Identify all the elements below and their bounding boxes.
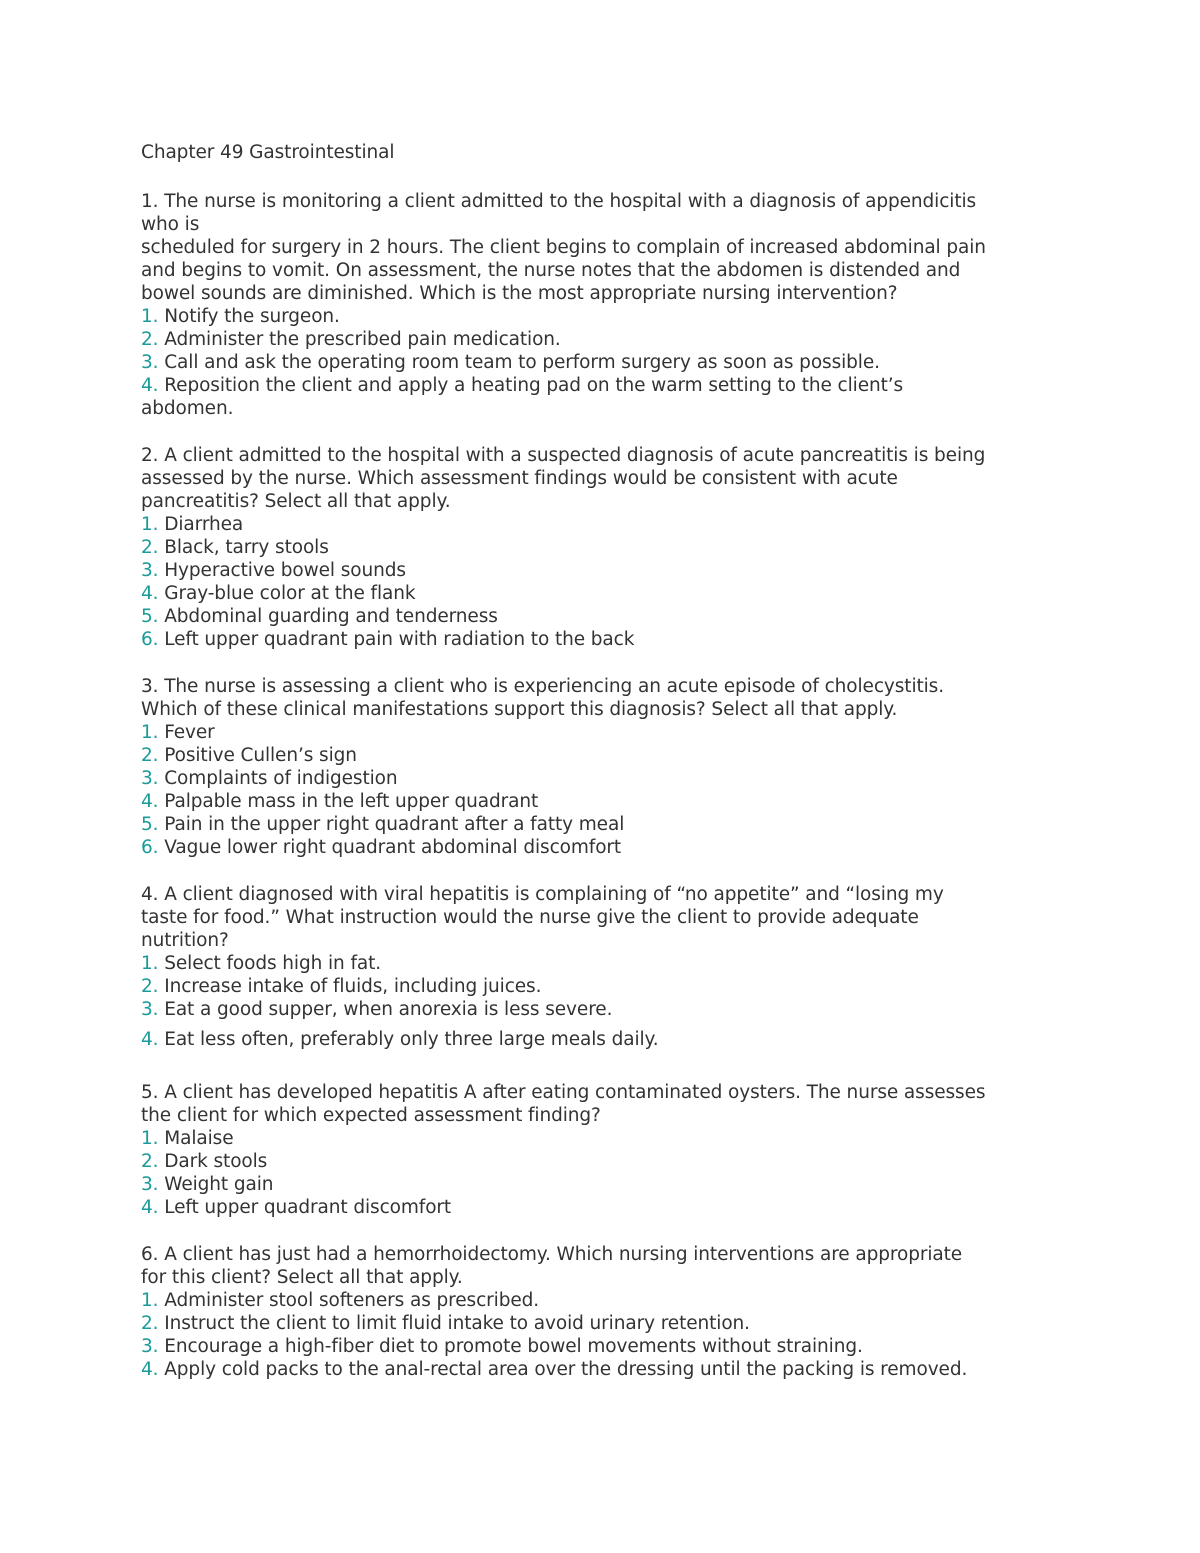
document-page: [141, 140, 1061, 1405]
answer-option: [141, 1312, 1061, 1335]
answer-options: [141, 721, 1061, 859]
answer-option: [141, 744, 1061, 767]
answer-options: [141, 952, 1061, 1051]
answer-option: [141, 1289, 1061, 1312]
option-number: 2.: [141, 1313, 159, 1334]
option-number: 3.: [141, 560, 159, 581]
question-stem-line: taste for food.” What instruction would the nurse give the client to provide adequate: [141, 907, 919, 928]
question-stem-line: assessed by the nurse. Which assessment findings would be consistent with acute: [141, 468, 898, 489]
question-stem-line: the client for which expected assessment finding?: [141, 1105, 601, 1126]
option-number: 3.: [141, 1174, 159, 1195]
option-text: Pain in the upper right quadrant after a fatty meal: [164, 814, 625, 835]
question-6: [141, 1243, 1061, 1381]
option-text: Vague lower right quadrant abdominal discomfort: [164, 837, 622, 858]
question-stem-line: 5. A client has developed hepatitis A after eating contaminated oysters. The nurse assesses: [141, 1082, 986, 1103]
option-number: 4.: [141, 1359, 159, 1380]
answer-options: [141, 513, 1061, 651]
answer-option: [141, 351, 1061, 374]
answer-option: [141, 813, 1061, 836]
option-text: Call and ask the operating room team to perform surgery as soon as possible.: [164, 352, 880, 373]
answer-option: [141, 721, 1061, 744]
question-stem-line: Which of these clinical manifestations support this diagnosis? Select all that apply.: [141, 699, 898, 720]
answer-option: [141, 536, 1061, 559]
answer-option-continuation: abdomen.: [141, 398, 234, 419]
answer-option: [141, 952, 1061, 975]
answer-option: [141, 975, 1061, 998]
option-text: Malaise: [164, 1128, 234, 1149]
answer-option: [141, 513, 1061, 536]
option-number: 3.: [141, 768, 159, 789]
answer-option: [141, 374, 1061, 397]
option-text: Abdominal guarding and tenderness: [164, 606, 498, 627]
option-number: 2.: [141, 1151, 159, 1172]
option-text: Hyperactive bowel sounds: [164, 560, 406, 581]
option-number: 4.: [141, 1197, 159, 1218]
answer-option: [141, 328, 1061, 351]
option-text: Fever: [164, 722, 215, 743]
question-stem-line: scheduled for surgery in 2 hours. The client begins to complain of increased abdominal pain: [141, 237, 986, 258]
option-text: Diarrhea: [164, 514, 244, 535]
answer-options: [141, 305, 1061, 420]
question-stem-line: 6. A client has just had a hemorrhoidectomy. Which nursing interventions are appropriate: [141, 1244, 963, 1265]
answer-option: [141, 790, 1061, 813]
question-stem-line: for this client? Select all that apply.: [141, 1267, 463, 1288]
chapter-title: Chapter 49 Gastrointestinal: [141, 142, 395, 163]
option-number: 4.: [141, 375, 159, 396]
option-text: Left upper quadrant discomfort: [164, 1197, 452, 1218]
answer-option: [141, 1335, 1061, 1358]
answer-option: [141, 836, 1061, 859]
option-text: Complaints of indigestion: [164, 768, 398, 789]
option-text: Eat less often, preferably only three large meals daily.: [164, 1029, 659, 1050]
question-2: [141, 444, 1061, 651]
option-text: Administer the prescribed pain medication.: [164, 329, 561, 350]
option-number: 3.: [141, 999, 159, 1020]
option-number: 1.: [141, 722, 159, 743]
option-number: 6.: [141, 629, 159, 650]
option-number: 1.: [141, 953, 159, 974]
question-stem-line: 4. A client diagnosed with viral hepatitis is complaining of “no appetite” and “losing my: [141, 884, 944, 905]
option-number: 6.: [141, 837, 159, 858]
option-number: 2.: [141, 537, 159, 558]
answer-option: [141, 767, 1061, 790]
answer-option: [141, 605, 1061, 628]
question-stem-line: pancreatitis? Select all that apply.: [141, 491, 451, 512]
answer-options: [141, 1289, 1061, 1381]
option-number: 4.: [141, 583, 159, 604]
option-number: 1.: [141, 1128, 159, 1149]
question-3: [141, 675, 1061, 859]
option-text: Palpable mass in the left upper quadrant: [164, 791, 539, 812]
option-text: Apply cold packs to the anal-rectal area over the dressing until the packing is removed.: [164, 1359, 968, 1380]
option-number: 1.: [141, 1290, 159, 1311]
answer-option: [141, 1196, 1061, 1219]
option-number: 3.: [141, 352, 159, 373]
option-text: Black, tarry stools: [164, 537, 329, 558]
option-text: Instruct the client to limit fluid intake to avoid urinary retention.: [164, 1313, 750, 1334]
answer-option: [141, 1150, 1061, 1173]
option-text: Left upper quadrant pain with radiation to the back: [164, 629, 635, 650]
option-text: Gray-blue color at the flank: [164, 583, 416, 604]
answer-option: [141, 305, 1061, 328]
option-text: Positive Cullen’s sign: [164, 745, 357, 766]
option-number: 3.: [141, 1336, 159, 1357]
option-number: 2.: [141, 745, 159, 766]
answer-option: [141, 628, 1061, 651]
option-number: 5.: [141, 814, 159, 835]
answer-option: [141, 1173, 1061, 1196]
answer-option: [141, 582, 1061, 605]
option-number: 5.: [141, 606, 159, 627]
option-text: Weight gain: [164, 1174, 274, 1195]
question-stem-line: 2. A client admitted to the hospital with a suspected diagnosis of acute pancreatitis is being: [141, 445, 986, 466]
answer-options: [141, 1127, 1061, 1219]
option-text: Reposition the client and apply a heating pad on the warm setting to the client’s: [164, 375, 904, 396]
answer-option: [141, 1028, 1061, 1051]
question-stem-line: and begins to vomit. On assessment, the nurse notes that the abdomen is distended and: [141, 260, 961, 281]
option-number: 1.: [141, 306, 159, 327]
option-text: Administer stool softeners as prescribed.: [164, 1290, 540, 1311]
question-stem-line: 3. The nurse is assessing a client who is experiencing an acute episode of cholecystitis.: [141, 676, 944, 697]
option-text: Dark stools: [164, 1151, 268, 1172]
answer-option: [141, 1358, 1061, 1381]
question-stem-line: 1. The nurse is monitoring a client admitted to the hospital with a diagnosis of appendicitis: [141, 191, 977, 212]
question-stem-line: bowel sounds are diminished. Which is the most appropriate nursing intervention?: [141, 283, 898, 304]
option-text: Select foods high in fat.: [164, 953, 382, 974]
option-number: 4.: [141, 1029, 159, 1050]
option-text: Encourage a high-fiber diet to promote bowel movements without straining.: [164, 1336, 863, 1357]
answer-option: [141, 1127, 1061, 1150]
answer-option: [141, 559, 1061, 582]
option-number: 2.: [141, 329, 159, 350]
option-text: Notify the surgeon.: [164, 306, 340, 327]
question-stem-line: nutrition?: [141, 930, 229, 951]
option-number: 4.: [141, 791, 159, 812]
question-stem-line: who is: [141, 214, 200, 235]
answer-option: [141, 998, 1061, 1021]
option-text: Increase intake of fluids, including juices.: [164, 976, 542, 997]
question-4: [141, 883, 1061, 1051]
option-number: 1.: [141, 514, 159, 535]
question-5: [141, 1081, 1061, 1219]
option-text: Eat a good supper, when anorexia is less severe.: [164, 999, 613, 1020]
question-1: [141, 190, 1061, 420]
option-number: 2.: [141, 976, 159, 997]
